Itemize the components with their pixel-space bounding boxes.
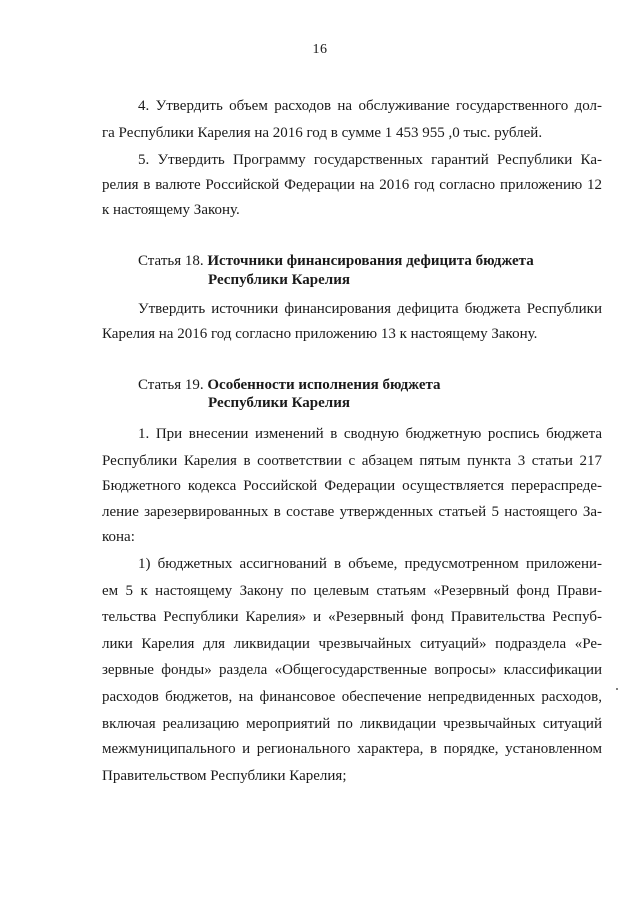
- article-title-continued: Республики Карелия: [208, 272, 350, 288]
- heading-line: [138, 252, 534, 270]
- text-line: 5. Утвердить Программу государственных гарантий Республики Ка-: [138, 152, 602, 168]
- scan-speck: [616, 688, 618, 690]
- text-line: 1. При внесении изменений в сводную бюджетную роспись бюджета: [138, 426, 602, 442]
- text-line: межмуниципального и регионального характера, в порядке, установленном: [102, 741, 602, 757]
- article-number: Статья 18.: [138, 253, 204, 269]
- article-title-continued: Республики Карелия: [208, 395, 350, 411]
- article-title: Особенности исполнения бюджета: [207, 377, 441, 393]
- article-title: Источники финансирования дефицита бюджета: [207, 253, 534, 269]
- article-number: Статья 19.: [138, 377, 204, 393]
- text-line: Правительством Республики Карелия;: [102, 768, 347, 784]
- text-line: 1) бюджетных ассигнований в объеме, предусмотренном приложени-: [138, 556, 602, 572]
- text-line: Республики Карелия в соответствии с абзацем пятым пункта 3 статьи 217: [102, 453, 602, 469]
- text-line: 4. Утвердить объем расходов на обслуживание государственного дол-: [138, 98, 602, 114]
- text-line: кона:: [102, 529, 135, 545]
- text-line: Карелия на 2016 год согласно приложению 13 к настоящему Закону.: [102, 326, 538, 342]
- text-line: к настоящему Закону.: [102, 202, 240, 218]
- text-line: зервные фонды» раздела «Общегосударственные вопросы» классификации: [102, 662, 602, 678]
- text-line: включая реализацию мероприятий по ликвидации чрезвычайных ситуаций: [102, 716, 602, 732]
- text-line: тельства Республики Карелия» и «Резервный фонд Правительства Респуб-: [102, 609, 602, 625]
- text-line: релия в валюте Российской Федерации на 2016 год согласно приложению 12: [102, 177, 602, 193]
- text-line: Утвердить источники финансирования дефицита бюджета Республики: [138, 301, 602, 317]
- text-line: лики Карелия для ликвидации чрезвычайных ситуаций» подраздела «Ре-: [102, 636, 602, 652]
- text-line: расходов бюджетов, на финансовое обеспечение непредвиденных расходов,: [102, 689, 602, 705]
- text-line: га Республики Карелия на 2016 год в сумме 1 453 955 ,0 тыс. рублей.: [102, 125, 543, 141]
- text-line: Бюджетного кодекса Российской Федерации осуществляется перераспреде-: [102, 478, 602, 494]
- text-line: ем 5 к настоящему Закону по целевым статьям «Резервный фонд Прави-: [102, 583, 602, 599]
- heading-line: [138, 376, 441, 394]
- text-line: ление зарезервированных в составе утвержденных статьей 5 настоящего За-: [102, 504, 602, 520]
- page-number: 16: [312, 42, 328, 57]
